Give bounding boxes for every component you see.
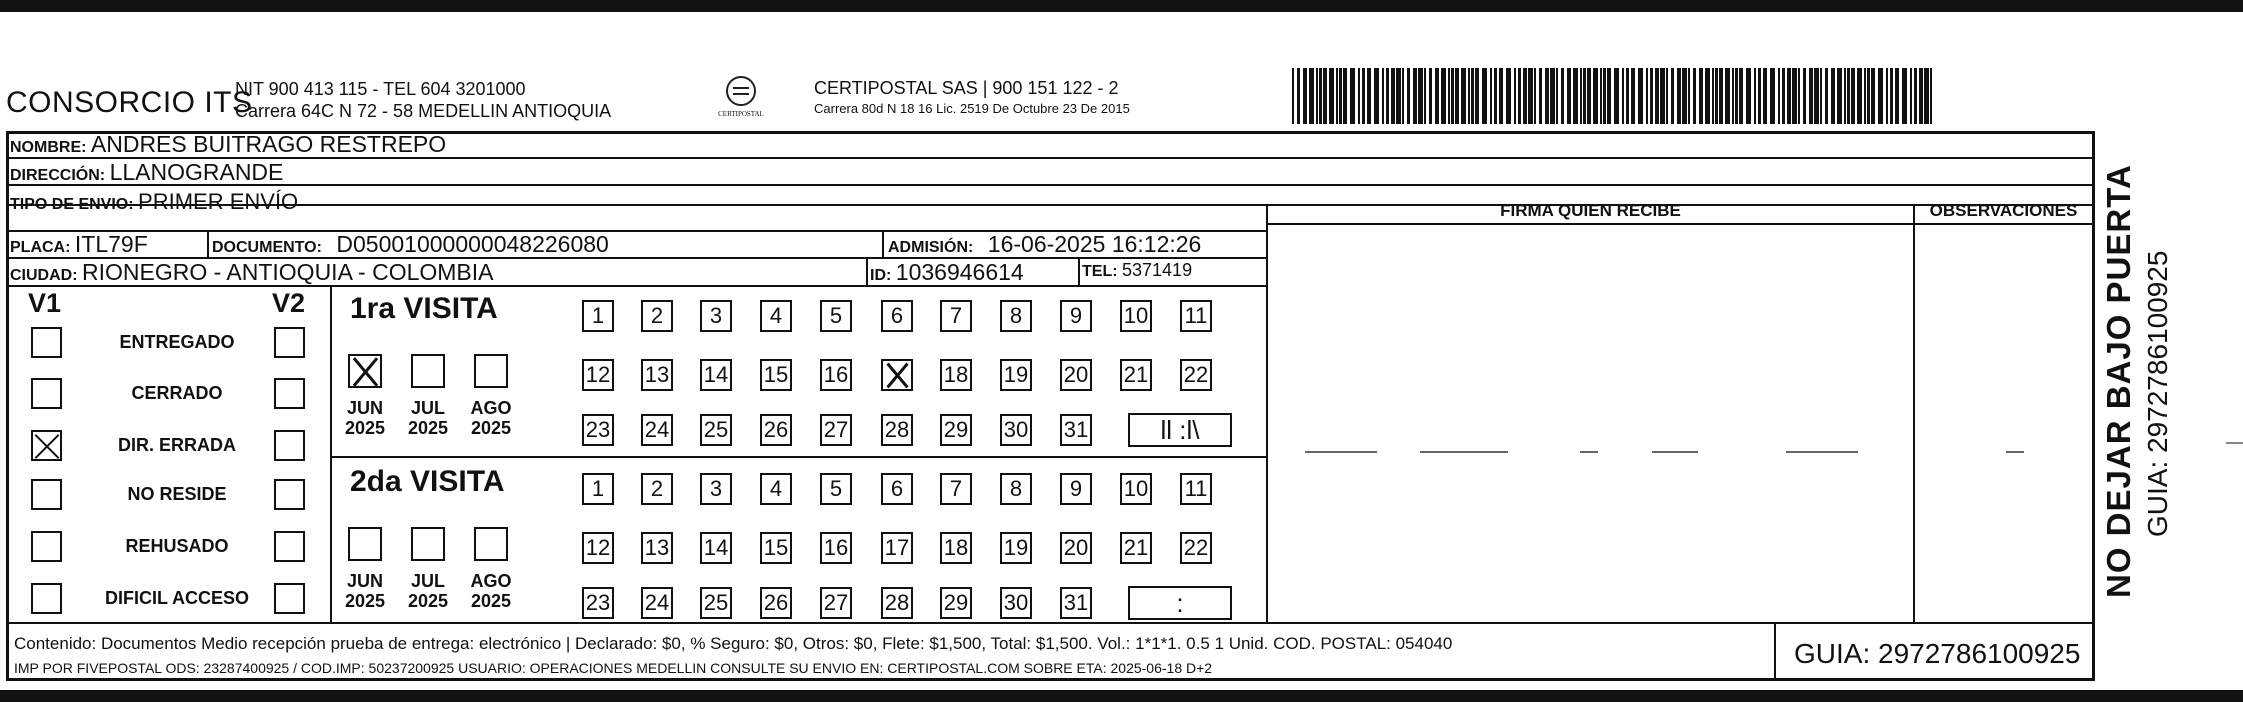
month-year: 2025 xyxy=(344,418,386,438)
day-box[interactable]: 2 xyxy=(641,300,673,332)
barcode-bar xyxy=(1455,68,1459,124)
frame-line xyxy=(6,678,2094,681)
barcode-bar xyxy=(1770,68,1775,124)
barcode-bar xyxy=(1758,68,1761,124)
tel-label: TEL: xyxy=(1082,263,1118,280)
barcode-bar xyxy=(1782,68,1785,124)
month-label xyxy=(398,571,458,611)
day-box[interactable]: 7 xyxy=(940,473,972,505)
field-direccion xyxy=(10,159,283,186)
day-box[interactable]: 25 xyxy=(700,414,732,446)
barcode-bar xyxy=(1556,68,1558,124)
barcode-bar xyxy=(1878,68,1883,124)
barcode-bar xyxy=(1792,68,1797,124)
day-box[interactable]: 26 xyxy=(760,587,792,619)
month-checkbox[interactable] xyxy=(348,527,382,561)
time-box[interactable]: : xyxy=(1128,586,1232,620)
status-label: DIR. ERRADA xyxy=(117,435,236,455)
barcode-bar xyxy=(1622,68,1624,124)
month-label xyxy=(398,398,458,438)
v2-checkbox[interactable] xyxy=(274,327,305,358)
firma-header: FIRMA QUIEN RECIBE xyxy=(1500,201,1681,220)
barcode-bar xyxy=(1580,68,1582,124)
barcode-bar xyxy=(1778,68,1780,124)
day-box[interactable]: 11 xyxy=(1180,300,1212,332)
day-box[interactable]: 8 xyxy=(1000,473,1032,505)
barcode-bar xyxy=(1831,68,1835,124)
month-checkbox[interactable] xyxy=(411,354,445,388)
v1-checkbox[interactable] xyxy=(31,479,62,510)
nombre-label: NOMBRE: xyxy=(10,139,87,156)
guia-number: GUIA: 2972786100925 xyxy=(1794,638,2081,669)
frame-line xyxy=(6,622,2094,624)
day-box[interactable] xyxy=(881,359,913,391)
barcode-bar xyxy=(1413,68,1417,124)
barcode-bar xyxy=(1448,68,1450,124)
barcode-bar xyxy=(1660,68,1665,124)
documento-value: D05001000000048226080 xyxy=(336,231,609,257)
status-label: NO RESIDE xyxy=(127,484,227,504)
company-info xyxy=(235,78,611,122)
month-checkbox[interactable] xyxy=(411,527,445,561)
month-label xyxy=(335,398,395,438)
barcode-bar xyxy=(1494,68,1497,124)
field-documento xyxy=(212,231,609,258)
barcode-bar xyxy=(1309,68,1314,124)
day-box[interactable]: 6 xyxy=(881,300,913,332)
barcode-bar xyxy=(1754,68,1756,124)
barcode-bar xyxy=(1336,68,1338,124)
status-label: ENTREGADO xyxy=(119,332,235,352)
admision-label: ADMISIÓN: xyxy=(888,239,974,256)
barcode-bar xyxy=(1593,68,1598,124)
day-box[interactable]: 22 xyxy=(1180,532,1212,564)
barcode-bar xyxy=(1655,68,1659,124)
barcode-bar xyxy=(1468,68,1470,124)
barcode-bar xyxy=(1343,68,1347,124)
barcode-bar xyxy=(1886,68,1888,124)
barcode-bar xyxy=(1871,68,1875,124)
month-year: 2025 xyxy=(407,418,449,438)
barcode-bar xyxy=(1506,68,1511,124)
day-box[interactable]: 27 xyxy=(820,414,852,446)
field-tipo-envio xyxy=(10,189,298,215)
scan-mark xyxy=(1786,451,1858,453)
barcode-bar xyxy=(1864,68,1866,124)
barcode-bar xyxy=(1523,68,1527,124)
field-placa xyxy=(10,231,148,258)
barcode-bar xyxy=(1857,68,1862,124)
month-name: AGO xyxy=(470,571,512,591)
barcode-bar xyxy=(1567,68,1571,124)
barcode-bar xyxy=(1844,68,1846,124)
ciudad-value: RIONEGRO - ANTIOQUIA - COLOMBIA xyxy=(82,259,494,285)
barcode-bar xyxy=(1735,68,1738,124)
barcode-bar xyxy=(1847,68,1850,124)
status-label: CERRADO xyxy=(131,383,223,403)
barcode-bar xyxy=(1631,68,1635,124)
seal-text: CERTIPOSTAL xyxy=(718,110,764,118)
day-box[interactable]: 20 xyxy=(1060,359,1092,391)
v1-checkbox[interactable] xyxy=(31,531,62,562)
barcode-bar xyxy=(1391,68,1395,124)
scan-mark xyxy=(1652,451,1698,453)
day-box[interactable]: 15 xyxy=(760,532,792,564)
day-box[interactable]: 11 xyxy=(1180,473,1212,505)
barcode-bar xyxy=(1402,68,1404,124)
visit-title: 2da VISITA xyxy=(350,465,505,498)
barcode-bar xyxy=(1814,68,1819,124)
barcode-bar xyxy=(1518,68,1521,124)
barcode-bar xyxy=(1424,68,1426,124)
visit-separator xyxy=(330,456,1268,458)
field-id xyxy=(870,259,1024,286)
day-box[interactable]: 24 xyxy=(641,414,673,446)
month-label xyxy=(461,571,521,611)
barcode-bar xyxy=(1688,68,1690,124)
day-box[interactable]: 30 xyxy=(1000,587,1032,619)
frame-line xyxy=(6,184,2094,186)
certipostal-line1: CERTIPOSTAL SAS | 900 151 122 - 2 xyxy=(814,78,1119,98)
barcode-bar xyxy=(1902,68,1907,124)
month-year: 2025 xyxy=(470,591,512,611)
scan-mark xyxy=(1580,451,1598,453)
footer-contents: Contenido: Documentos Medio recepción prueba de entrega: electrónico | Declarado: $0, % Seguro: $0, Otros: $0, Flete: $1,500, Total: $1,500. Vol.: 1*1*1. 0.5 1 Unid. COD. POSTAL: 054040 xyxy=(14,634,1453,653)
barcode-bar xyxy=(1358,68,1360,124)
field-admision xyxy=(888,231,1201,258)
field-tel xyxy=(1082,260,1192,281)
certipostal-line2: Carrera 80d N 18 16 Lic. 2519 De Octubre 23 De 2015 xyxy=(814,101,1130,116)
barcode-bar xyxy=(1930,68,1932,124)
seal-icon xyxy=(726,76,756,106)
day-box[interactable]: 29 xyxy=(940,414,972,446)
day-box[interactable]: 10 xyxy=(1120,473,1152,505)
id-label: ID: xyxy=(870,267,892,284)
v2-checkbox[interactable] xyxy=(274,531,305,562)
ciudad-label: CIUDAD: xyxy=(10,267,78,284)
day-box[interactable]: 27 xyxy=(820,587,852,619)
barcode-bar xyxy=(1638,68,1643,124)
v2-checkbox[interactable] xyxy=(274,378,305,409)
frame-line xyxy=(866,257,868,285)
day-box[interactable]: 9 xyxy=(1060,473,1092,505)
month-checkbox[interactable] xyxy=(474,527,508,561)
barcode-bar xyxy=(1297,68,1300,124)
month-year: 2025 xyxy=(470,418,512,438)
day-box[interactable]: 5 xyxy=(820,300,852,332)
barcode-bar xyxy=(1914,68,1917,124)
day-box[interactable]: 9 xyxy=(1060,300,1092,332)
scan-mark xyxy=(1305,451,1377,453)
barcode-bar xyxy=(1561,68,1564,124)
barcode-bar xyxy=(1895,68,1899,124)
day-box[interactable]: 4 xyxy=(760,473,792,505)
day-box[interactable]: 5 xyxy=(820,473,852,505)
day-box[interactable]: 16 xyxy=(820,532,852,564)
scan-mark xyxy=(2006,451,2024,453)
address-line: Carrera 64C N 72 - 58 MEDELLIN ANTIOQUIA xyxy=(235,101,612,121)
day-box[interactable]: 26 xyxy=(760,414,792,446)
frame-line xyxy=(1078,257,1080,285)
day-box[interactable]: 3 xyxy=(700,473,732,505)
barcode-bar xyxy=(1809,68,1813,124)
status-label: REHUSADO xyxy=(125,536,229,556)
barcode-bar xyxy=(1514,68,1516,124)
barcode-bar xyxy=(1924,68,1929,124)
signature-area[interactable] xyxy=(1268,225,1913,622)
barcode-bar xyxy=(1539,68,1542,124)
barcode-bar xyxy=(1787,68,1791,124)
barcode-bar xyxy=(1583,68,1586,124)
day-box[interactable]: 12 xyxy=(582,532,614,564)
field-ciudad xyxy=(10,259,494,286)
barcode-bar xyxy=(1603,68,1606,124)
month-checkbox[interactable] xyxy=(348,354,382,388)
edge-mark xyxy=(2226,442,2243,444)
barcode-bar xyxy=(1303,68,1307,124)
barcode-bar xyxy=(1573,68,1578,124)
frame-line xyxy=(6,131,9,681)
day-box[interactable]: 29 xyxy=(940,587,972,619)
time-box[interactable]: ll :l\ xyxy=(1128,413,1232,447)
barcode-bar xyxy=(1471,68,1474,124)
barcode-bar xyxy=(1461,68,1466,124)
barcode-bar xyxy=(1386,68,1389,124)
direccion-value: LLANOGRANDE xyxy=(109,159,284,185)
month-name: JUL xyxy=(410,398,445,418)
v2-checkbox[interactable] xyxy=(274,430,305,461)
barcode-bar xyxy=(1407,68,1410,124)
barcode-bar xyxy=(1677,68,1681,124)
day-box[interactable]: 13 xyxy=(641,532,673,564)
v1-checkbox[interactable] xyxy=(31,583,62,614)
barcode-bar xyxy=(1712,68,1714,124)
bottom-border xyxy=(0,690,2243,702)
barcode-bar xyxy=(1367,68,1371,124)
day-box[interactable]: 4 xyxy=(760,300,792,332)
day-box[interactable]: 21 xyxy=(1120,532,1152,564)
footer-print-info: IMP POR FIVEPOSTAL ODS: 23287400925 / COD.IMP: 50237200925 USUARIO: OPERACIONES MEDELLIN CONSULTE SU ENVIO EN: CERTIPOSTAL.COM SOBRE ETA: 2025-06-18 D+2 xyxy=(14,660,1213,676)
day-box[interactable]: 28 xyxy=(881,414,913,446)
barcode-bar xyxy=(1418,68,1423,124)
day-box[interactable]: 6 xyxy=(881,473,913,505)
barcode-bar xyxy=(1316,68,1318,124)
placa-value: ITL79F xyxy=(74,231,148,257)
barcode-bar xyxy=(1429,68,1432,124)
barcode-bar xyxy=(1396,68,1401,124)
barcode-bar xyxy=(1626,68,1629,124)
day-box[interactable]: 21 xyxy=(1120,359,1152,391)
barcode-bar xyxy=(1763,68,1767,124)
barcode-bar xyxy=(1550,68,1555,124)
barcode xyxy=(1292,68,1938,124)
day-box[interactable]: 8 xyxy=(1000,300,1032,332)
barcode-bar xyxy=(1499,68,1503,124)
day-box[interactable]: 19 xyxy=(1000,359,1032,391)
barcode-bar xyxy=(1339,68,1342,124)
day-box[interactable]: 22 xyxy=(1180,359,1212,391)
day-box[interactable]: 17 xyxy=(881,532,913,564)
day-box[interactable]: 18 xyxy=(940,532,972,564)
day-box[interactable]: 16 xyxy=(820,359,852,391)
barcode-bar xyxy=(1475,68,1479,124)
barcode-bar xyxy=(1435,68,1439,124)
day-box[interactable]: 1 xyxy=(582,300,614,332)
barcode-bar xyxy=(1682,68,1687,124)
frame-line xyxy=(882,230,884,257)
month-name: JUN xyxy=(346,398,383,418)
tel-value: 5371419 xyxy=(1122,260,1193,280)
field-nombre xyxy=(10,131,446,158)
barcode-bar xyxy=(1693,68,1696,124)
frame-line xyxy=(1774,622,1776,678)
day-box[interactable]: 24 xyxy=(641,587,673,619)
barcode-bar xyxy=(1600,68,1602,124)
barcode-bar xyxy=(1292,68,1294,124)
v1-checkbox[interactable] xyxy=(31,378,62,409)
barcode-bar xyxy=(1890,68,1893,124)
barcode-bar xyxy=(1614,68,1619,124)
barcode-bar xyxy=(1362,68,1365,124)
v1-header: V1 xyxy=(28,288,62,318)
day-box[interactable]: 14 xyxy=(700,359,732,391)
barcode-bar xyxy=(1910,68,1912,124)
barcode-bar xyxy=(1798,68,1800,124)
certipostal-logo xyxy=(706,76,776,118)
nombre-value: ANDRES BUITRAGO RESTREPO xyxy=(90,131,447,157)
barcode-bar xyxy=(1350,68,1355,124)
barcode-bar xyxy=(1825,68,1828,124)
barcode-bar xyxy=(1319,68,1322,124)
day-box[interactable]: 7 xyxy=(940,300,972,332)
day-box[interactable]: 2 xyxy=(641,473,673,505)
day-box[interactable]: 23 xyxy=(582,414,614,446)
barcode-bar xyxy=(1490,68,1492,124)
day-box[interactable]: 31 xyxy=(1060,414,1092,446)
barcode-bar xyxy=(1803,68,1806,124)
month-name: JUN xyxy=(346,571,383,591)
frame-line xyxy=(207,230,209,257)
barcode-bar xyxy=(1382,68,1384,124)
barcode-bar xyxy=(1699,68,1703,124)
barcode-bar xyxy=(1587,68,1591,124)
barcode-bar xyxy=(1528,68,1533,124)
barcode-bar xyxy=(1867,68,1870,124)
v2-header: V2 xyxy=(272,288,306,318)
documento-label: DOCUMENTO: xyxy=(212,239,322,256)
placa-label: PLACA: xyxy=(10,239,71,256)
barcode-bar xyxy=(1671,68,1674,124)
day-box[interactable]: 15 xyxy=(760,359,792,391)
observaciones-header: OBSERVACIONES xyxy=(1929,201,2078,220)
month-name: JUL xyxy=(410,571,445,591)
tipo-label: TIPO DE ENVIO: xyxy=(10,196,134,213)
tipo-value: PRIMER ENVÍO xyxy=(138,189,299,214)
day-box[interactable]: 12 xyxy=(582,359,614,391)
day-box[interactable]: 25 xyxy=(700,587,732,619)
v2-checkbox[interactable] xyxy=(274,479,305,510)
day-box[interactable]: 20 xyxy=(1060,532,1092,564)
barcode-bar xyxy=(1441,68,1446,124)
observations-area[interactable] xyxy=(1915,225,2092,622)
month-name: AGO xyxy=(470,398,512,418)
month-label xyxy=(335,571,395,611)
barcode-bar xyxy=(1919,68,1923,124)
day-box[interactable]: 18 xyxy=(940,359,972,391)
barcode-bar xyxy=(1732,68,1734,124)
day-box[interactable]: 23 xyxy=(582,587,614,619)
barcode-bar xyxy=(1646,68,1648,124)
barcode-bar xyxy=(1719,68,1723,124)
day-box[interactable]: 3 xyxy=(700,300,732,332)
nit-line: NIT 900 413 115 - TEL 604 3201000 xyxy=(235,79,526,99)
frame-line xyxy=(2092,131,2095,681)
company-name: CONSORCIO ITS xyxy=(6,86,253,119)
day-box[interactable]: 31 xyxy=(1060,587,1092,619)
day-box[interactable]: 13 xyxy=(641,359,673,391)
barcode-bar xyxy=(1374,68,1379,124)
barcode-bar xyxy=(1482,68,1487,124)
barcode-bar xyxy=(1451,68,1454,124)
day-box[interactable]: 28 xyxy=(881,587,913,619)
top-border xyxy=(0,0,2243,12)
barcode-bar xyxy=(1851,68,1855,124)
barcode-bar xyxy=(1650,68,1653,124)
barcode-bar xyxy=(1739,68,1743,124)
barcode-bar xyxy=(1323,68,1327,124)
day-box[interactable]: 14 xyxy=(700,532,732,564)
day-box[interactable]: 19 xyxy=(1000,532,1032,564)
id-value: 1036946614 xyxy=(895,259,1024,285)
status-label: DIFICIL ACCESO xyxy=(104,588,249,608)
barcode-bar xyxy=(1545,68,1549,124)
month-checkbox[interactable] xyxy=(474,354,508,388)
barcode-bar xyxy=(1746,68,1751,124)
scan-mark xyxy=(1420,451,1508,453)
barcode-bar xyxy=(1534,68,1536,124)
barcode-bar xyxy=(1837,68,1842,124)
no-dejar-bajo-puerta: NO DEJAR BAJO PUERTA xyxy=(2100,164,2137,598)
side-guia: GUIA: 2972786100925 xyxy=(2142,250,2173,537)
month-label xyxy=(461,398,521,438)
barcode-bar xyxy=(1329,68,1334,124)
day-box[interactable]: 1 xyxy=(582,473,614,505)
day-box[interactable]: 30 xyxy=(1000,414,1032,446)
frame-line xyxy=(330,285,332,622)
admision-value: 16-06-2025 16:12:26 xyxy=(987,231,1202,257)
barcode-bar xyxy=(1607,68,1611,124)
month-year: 2025 xyxy=(344,591,386,611)
barcode-bar xyxy=(1705,68,1710,124)
v2-checkbox[interactable] xyxy=(274,583,305,614)
v1-checkbox[interactable] xyxy=(31,327,62,358)
barcode-bar xyxy=(1666,68,1668,124)
direccion-label: DIRECCIÓN: xyxy=(10,167,106,184)
day-box[interactable]: 10 xyxy=(1120,300,1152,332)
barcode-bar xyxy=(1715,68,1718,124)
barcode-bar xyxy=(1820,68,1822,124)
v1-checkbox[interactable] xyxy=(31,430,62,461)
visit-title: 1ra VISITA xyxy=(350,292,498,325)
month-year: 2025 xyxy=(407,591,449,611)
barcode-bar xyxy=(1725,68,1730,124)
